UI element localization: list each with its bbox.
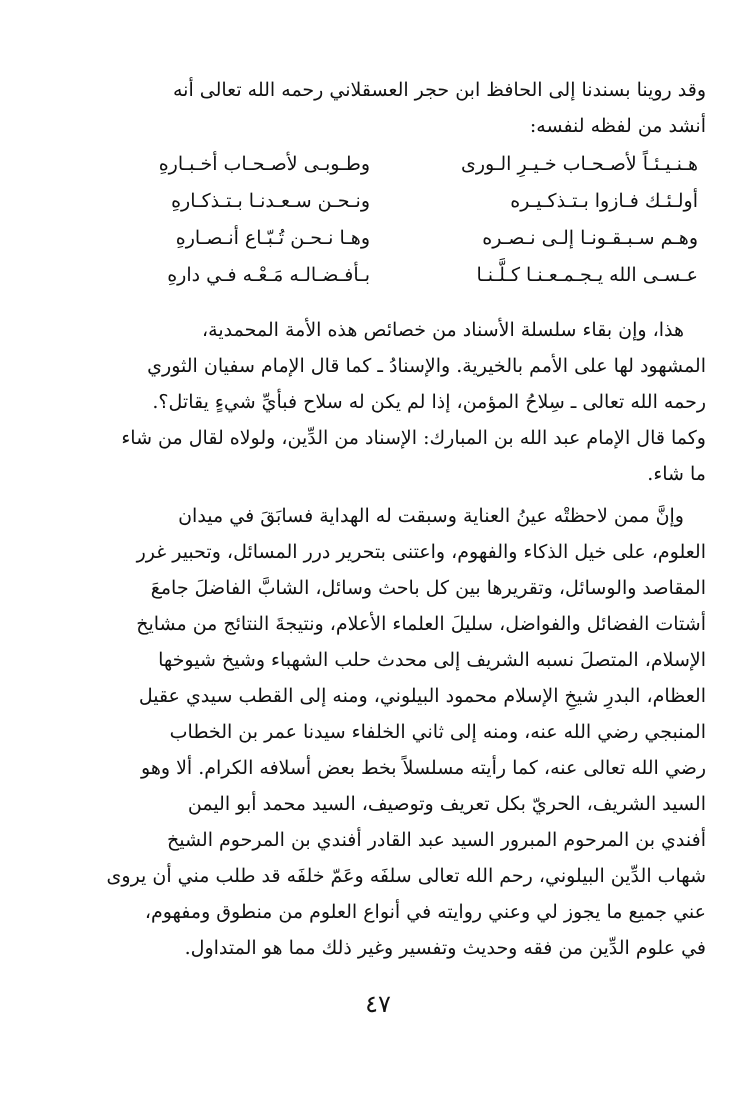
text-line: وكما قال الإمام عبد الله بن المبارك: الإسناد من الدِّين، ولولاه لقال من شاء <box>121 427 706 449</box>
text-line: شهاب الدِّين البيلوني، رحم الله تعالى سلفَه وعَمّ خلفَه قد طلب مني أن يروى <box>106 865 706 887</box>
text-line: العلوم، على خيل الذكاء والفهوم، واعتنى بتحرير درر المسائل، وتحبير غرر <box>136 541 706 563</box>
poem-verse <box>80 146 698 183</box>
text-line: وإنَّ ممن لاحظتْه عينُ العناية وسبقت له الهداية فسابَقَ في ميدان <box>178 505 684 527</box>
text-line: وقد روينا بسندنا إلى الحافظ ابن حجر العسقلاني رحمه الله تعالى أنه <box>172 79 706 101</box>
verse-second-hemistich: بـأفـضـالـه مَـعْـه فـي دارهِ <box>167 264 370 286</box>
poem-verse <box>80 257 698 294</box>
text-line: عني جميع ما يجوز لي وعني روايته في أنواع العلوم من منطوق ومفهوم، <box>144 901 706 923</box>
text-line: أشتات الفضائل والفواضل، سليلَ العلماء الأعلام، ونتيجةَ النتائج من مشايخ <box>136 613 706 635</box>
text-line: هذا، وإن بقاء سلسلة الأسناد من خصائص هذه الأمة المحمدية، <box>202 319 684 341</box>
verse-first-hemistich: هـنـيـئـاً لأصـحـاب خـيـرِ الـورى <box>460 153 698 175</box>
poem <box>80 146 698 294</box>
verse-first-hemistich: عـسـى الله يـجـمـعـنـا كـلَّـنـا <box>476 264 698 286</box>
text-line: في علوم الدِّين من فقه وحديث وتفسير وغير ذلك مما هو المتداول. <box>184 937 706 959</box>
text-line: المقاصد والوسائل، وتقريرها بين كل باحث وسائل، الشابَّ الفاضلَ جامعَ <box>150 577 706 599</box>
intro-paragraph <box>66 72 706 144</box>
text-line: المنبجي رضي الله عنه، ومنه إلى ثاني الخلفاء سيدنا عمر بن الخطاب <box>169 721 706 743</box>
ijaza-paragraph <box>66 498 706 966</box>
text-line: رضي الله تعالى عنه، كما رأيته مسلسلاً بخط بعض أسلافه الكرام. ألا وهو <box>141 757 706 779</box>
poem-verse <box>80 220 698 257</box>
verse-first-hemistich: أولـئـك فـازوا بـتـذكـيـره <box>510 190 698 212</box>
verse-second-hemistich: ونـحـن سـعـدنـا بـتـذكـارهِ <box>171 190 370 212</box>
page-number: ٤٧ <box>365 990 391 1018</box>
text-line: العظام، البدرِ شيخِ الإسلام محمود البيلوني، ومنه إلى القطب سيدي عقيل <box>138 685 706 707</box>
verse-first-hemistich: وهـم سـبـقـونـا إلـى نـصـره <box>482 227 698 249</box>
poem-verse <box>80 183 698 220</box>
verse-second-hemistich: وهـا نـحـن تُـبّـاع أنـصـارهِ <box>175 227 370 249</box>
verse-second-hemistich: وطـوبـى لأصـحـاب أخـبـارهِ <box>158 153 370 175</box>
text-line: السيد الشريف، الحريّ بكل تعريف وتوصيف، السيد محمد أبو اليمن <box>187 793 706 815</box>
text-line: أفندي بن المرحوم المبرور السيد عبد القادر أفندي بن المرحوم الشيخ <box>166 829 706 851</box>
text-line: المشهود لها على الأمم بالخيرية. والإسنادُ ـ كما قال الإمام سفيان الثوري <box>147 355 706 377</box>
text-line: أنشد من لفظه لنفسه: <box>529 115 706 137</box>
isnad-paragraph <box>66 312 706 492</box>
text-line: الإسلام، المتصلَ نسبه الشريف إلى محدث حلب الشهباء وشيخ شيوخها <box>158 649 706 671</box>
text-line: رحمه الله تعالى ـ سِلاحُ المؤمن، إذا لم يكن له سلاح فبأيِّ شيءٍ يقاتل؟. <box>152 391 706 413</box>
text-line: ما شاء. <box>647 463 706 485</box>
